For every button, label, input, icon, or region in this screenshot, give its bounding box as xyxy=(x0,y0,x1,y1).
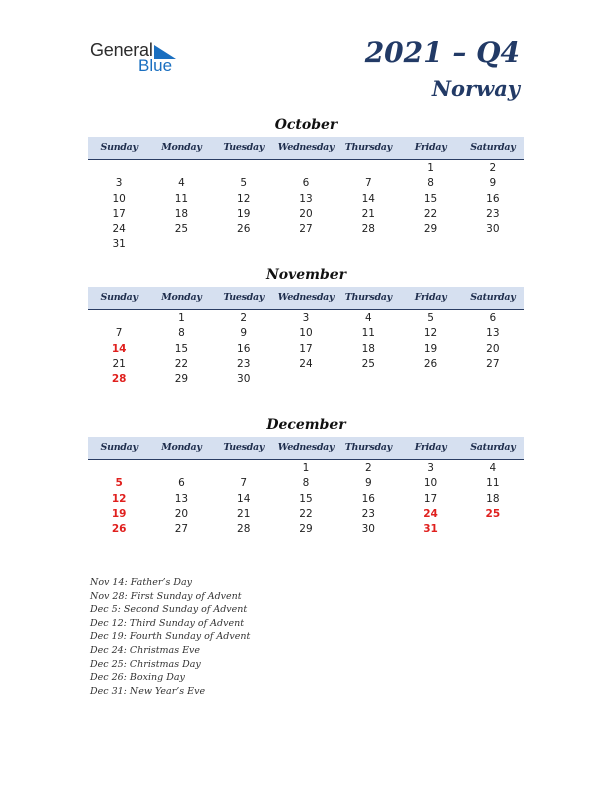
day-cell: 19 xyxy=(237,207,251,220)
day-cell: 8 xyxy=(178,327,185,340)
day-cell: 3 xyxy=(302,312,310,324)
day-cell: 9 xyxy=(240,327,248,340)
day-cell: 13 xyxy=(486,327,500,340)
day-cell: 9 xyxy=(489,177,497,190)
day-cell: 26 xyxy=(423,357,438,370)
empty-cell xyxy=(275,161,337,176)
day-cell: 4 xyxy=(364,312,372,324)
day-cell: 10 xyxy=(423,477,438,490)
month-title: December xyxy=(266,417,346,433)
day-cell: 7 xyxy=(240,477,248,490)
day-cell: 31 xyxy=(423,523,438,536)
day-cell: 21 xyxy=(112,357,126,370)
holiday-notes xyxy=(90,576,390,698)
weekday-label: Tuesday xyxy=(223,442,265,453)
holiday-note: Dec 31: New Year’s Eve xyxy=(90,685,206,697)
weekday-label: Friday xyxy=(414,292,447,303)
weekday-label: Friday xyxy=(414,142,447,153)
day-cell: 23 xyxy=(361,507,375,520)
weekday-header xyxy=(88,287,524,310)
day-cell: 16 xyxy=(237,342,251,355)
day-cell: 15 xyxy=(299,492,313,505)
page-subtitle: Norway xyxy=(431,76,520,101)
empty-cell xyxy=(213,461,275,476)
day-cell: 30 xyxy=(361,523,375,536)
weekday-label: Saturday xyxy=(470,292,516,303)
day-cell: 18 xyxy=(174,207,189,220)
day-grid xyxy=(88,161,524,253)
day-cell: 4 xyxy=(178,177,185,190)
day-cell: 28 xyxy=(237,523,251,536)
day-cell: 18 xyxy=(486,492,500,505)
day-cell: 14 xyxy=(111,342,127,355)
day-cell: 16 xyxy=(361,492,375,505)
brand-logo xyxy=(90,40,190,76)
weekday-label: Monday xyxy=(161,142,202,153)
weekday-label: Tuesday xyxy=(223,292,265,303)
weekday-label: Wednesday xyxy=(277,292,335,303)
weekday-label: Friday xyxy=(414,442,447,453)
day-cell: 6 xyxy=(178,477,185,490)
day-cell: 23 xyxy=(237,357,251,370)
empty-cell xyxy=(88,461,150,476)
weekday-label: Monday xyxy=(161,442,202,453)
day-cell: 22 xyxy=(174,357,189,370)
day-cell: 23 xyxy=(486,207,500,220)
weekday-label: Thursday xyxy=(344,292,392,303)
day-cell: 30 xyxy=(237,373,251,386)
holiday-note: Dec 12: Third Sunday of Advent xyxy=(90,617,245,629)
month-december xyxy=(88,416,524,537)
day-cell: 5 xyxy=(240,177,248,190)
weekday-label: Saturday xyxy=(470,442,516,453)
weekday-label: Sunday xyxy=(100,142,138,153)
holiday-note: Dec 5: Second Sunday of Advent xyxy=(90,604,248,616)
day-cell: 26 xyxy=(111,523,127,536)
day-cell: 12 xyxy=(423,327,438,340)
day-grid xyxy=(88,311,524,387)
day-cell: 10 xyxy=(299,327,313,340)
day-cell: 11 xyxy=(174,192,189,205)
empty-cell xyxy=(213,161,275,176)
day-cell: 18 xyxy=(361,342,375,355)
day-cell: 28 xyxy=(111,373,127,386)
brand-word-general: General xyxy=(90,40,153,60)
weekday-label: Sunday xyxy=(100,292,138,303)
brand-word-blue: Blue xyxy=(138,56,173,75)
weekday-label: Saturday xyxy=(470,142,516,153)
day-cell: 3 xyxy=(427,462,434,474)
day-cell: 25 xyxy=(485,507,501,520)
day-cell: 24 xyxy=(112,223,126,236)
day-cell: 21 xyxy=(237,507,251,520)
day-cell: 8 xyxy=(427,177,434,190)
day-cell: 2 xyxy=(489,162,497,174)
page-title: 2021 – Q4 xyxy=(364,36,520,69)
weekday-label: Tuesday xyxy=(223,142,265,153)
empty-cell xyxy=(88,161,150,176)
day-cell: 29 xyxy=(423,223,438,236)
day-cell: 8 xyxy=(302,477,310,490)
day-cell: 30 xyxy=(486,223,500,236)
month-october xyxy=(88,116,524,253)
day-cell: 7 xyxy=(115,327,123,340)
day-cell: 25 xyxy=(174,223,189,236)
day-cell: 26 xyxy=(237,223,251,236)
empty-cell xyxy=(337,161,399,176)
day-cell: 14 xyxy=(237,492,251,505)
day-cell: 24 xyxy=(423,507,438,520)
day-cell: 20 xyxy=(174,507,189,520)
day-cell: 25 xyxy=(361,357,375,370)
day-cell: 19 xyxy=(111,507,127,520)
day-cell: 13 xyxy=(299,192,313,205)
weekday-label: Sunday xyxy=(100,442,138,453)
month-title: October xyxy=(274,117,338,133)
day-cell: 3 xyxy=(115,177,123,190)
day-cell: 6 xyxy=(302,177,310,190)
day-cell: 2 xyxy=(240,312,248,324)
day-cell: 5 xyxy=(115,477,123,490)
holiday-note: Dec 25: Christmas Day xyxy=(90,658,201,670)
empty-cell xyxy=(88,311,150,326)
day-cell: 17 xyxy=(112,207,126,220)
day-cell: 4 xyxy=(489,462,497,474)
day-cell: 2 xyxy=(364,462,372,474)
day-cell: 11 xyxy=(361,327,375,340)
weekday-label: Monday xyxy=(161,292,202,303)
weekday-label: Thursday xyxy=(344,142,392,153)
day-cell: 21 xyxy=(361,207,375,220)
day-cell: 20 xyxy=(299,207,313,220)
day-cell: 5 xyxy=(427,312,434,324)
day-cell: 17 xyxy=(423,492,438,505)
holiday-note: Dec 26: Boxing Day xyxy=(90,672,185,684)
day-cell: 22 xyxy=(299,507,313,520)
empty-cell xyxy=(150,461,212,476)
day-cell: 24 xyxy=(299,357,313,370)
day-cell: 27 xyxy=(486,357,500,370)
holiday-note: Nov 14: Father’s Day xyxy=(90,577,192,588)
day-cell: 1 xyxy=(302,462,310,474)
day-cell: 1 xyxy=(178,312,185,324)
weekday-label: Wednesday xyxy=(277,442,335,453)
day-cell: 28 xyxy=(361,223,375,236)
day-cell: 7 xyxy=(364,177,372,190)
day-cell: 13 xyxy=(174,492,189,505)
day-cell: 31 xyxy=(112,238,126,251)
day-cell: 19 xyxy=(423,342,438,355)
month-november xyxy=(88,266,524,387)
weekday-label: Thursday xyxy=(344,442,392,453)
day-cell: 29 xyxy=(174,373,189,386)
day-cell: 16 xyxy=(486,192,500,205)
day-cell: 1 xyxy=(427,162,434,174)
holiday-note: Dec 24: Christmas Eve xyxy=(90,644,201,656)
holiday-note: Dec 19: Fourth Sunday of Advent xyxy=(90,631,251,643)
day-cell: 29 xyxy=(299,523,313,536)
day-cell: 17 xyxy=(299,342,313,355)
day-cell: 20 xyxy=(486,342,500,355)
day-cell: 9 xyxy=(364,477,372,490)
day-cell: 22 xyxy=(423,207,438,220)
weekday-header xyxy=(88,137,524,160)
day-cell: 10 xyxy=(112,192,126,205)
day-cell: 12 xyxy=(111,492,127,505)
day-grid xyxy=(88,461,524,537)
holiday-note: Nov 28: First Sunday of Advent xyxy=(90,590,242,602)
weekday-label: Wednesday xyxy=(277,142,335,153)
day-cell: 14 xyxy=(361,192,375,205)
day-cell: 27 xyxy=(299,223,313,236)
day-cell: 15 xyxy=(174,342,189,355)
day-cell: 12 xyxy=(237,192,251,205)
day-cell: 27 xyxy=(174,523,189,536)
day-cell: 6 xyxy=(489,312,497,324)
weekday-header xyxy=(88,437,524,460)
day-cell: 15 xyxy=(423,192,438,205)
day-cell: 11 xyxy=(486,477,500,490)
month-title: November xyxy=(265,267,347,283)
empty-cell xyxy=(150,161,212,176)
